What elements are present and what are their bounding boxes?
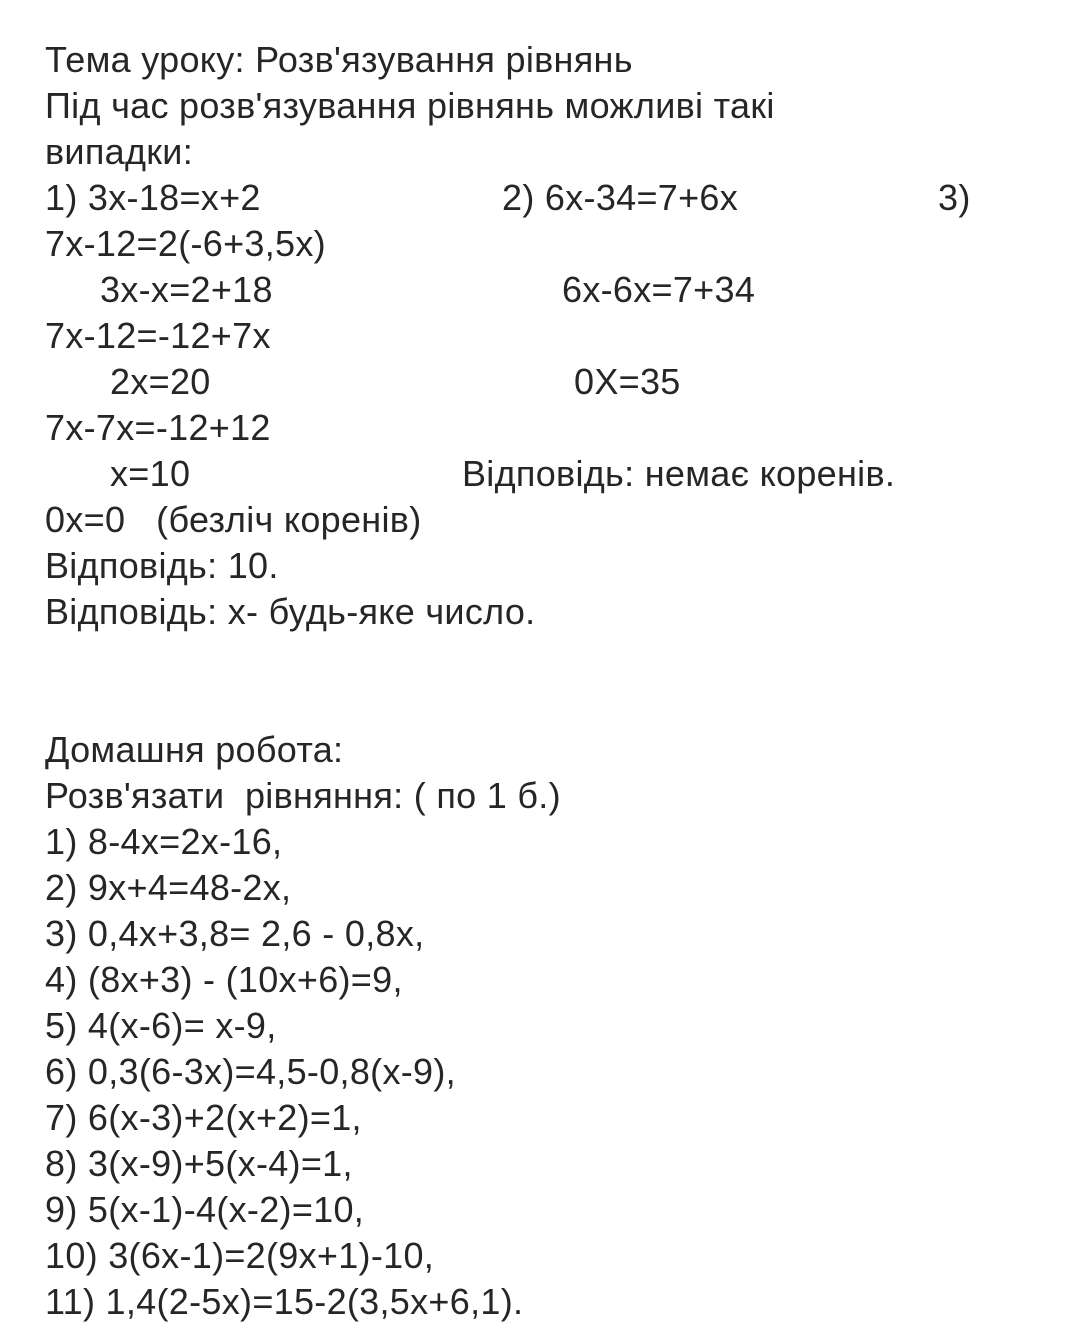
homework-title: Домашня робота: <box>45 729 344 770</box>
case3-equation: 7x-12=2(-6+3,5x) <box>45 223 326 264</box>
homework-task: 9) 5(x-1)-4(x-2)=10, <box>45 1189 365 1230</box>
case1-header: 1) 3x-18=x+2 <box>45 177 261 218</box>
homework-task: 8) 3(x-9)+5(x-4)=1, <box>45 1143 353 1184</box>
homework-task: 2) 9x+4=48-2x, <box>45 867 292 908</box>
homework-task: 1) 8-4x=2x-16, <box>45 821 283 862</box>
homework-task: 6) 0,3(6-3x)=4,5-0,8(x-9), <box>45 1051 456 1092</box>
homework-task: 3) 0,4x+3,8= 2,6 - 0,8x, <box>45 913 425 954</box>
case2-header: 2) 6x-34=7+6x <box>502 177 739 218</box>
homework-instruction: Розв'язати рівняння: ( по 1 б.) <box>45 775 561 816</box>
intro-line-1: Під час розв'язування рівнянь можливі такі <box>45 85 775 126</box>
case3-step1: 7x-12=-12+7x <box>45 315 271 356</box>
homework-task: 5) 4(x-6)= x-9, <box>45 1005 277 1046</box>
intro-line-2: випадки: <box>45 131 194 172</box>
case1-step3: x=10 <box>110 453 191 494</box>
homework-task: 11) 1,4(2-5x)=15-2(3,5x+6,1). <box>45 1281 524 1322</box>
case3-step2: 7x-7x=-12+12 <box>45 407 271 448</box>
case2-answer: Відповідь: немає коренів. <box>462 453 896 494</box>
homework-task: 10) 3(6x-1)=2(9x+1)-10, <box>45 1235 435 1276</box>
case2-step2: 0X=35 <box>574 361 681 402</box>
case1-step1: 3x-x=2+18 <box>100 269 273 310</box>
case1-step2: 2x=20 <box>110 361 211 402</box>
case3-answer: Відповідь: x- будь-яке число. <box>45 591 536 632</box>
homework-task: 4) (8x+3) - (10x+6)=9, <box>45 959 403 1000</box>
case1-answer: Відповідь: 10. <box>45 545 279 586</box>
case3-header: 3) <box>938 177 971 218</box>
lesson-topic: Тема уроку: Розв'язування рівнянь <box>45 39 633 80</box>
case2-step1: 6x-6x=7+34 <box>562 269 756 310</box>
case3-step3: 0x=0 (безліч коренів) <box>45 499 422 540</box>
homework-task: 7) 6(x-3)+2(x+2)=1, <box>45 1097 362 1138</box>
